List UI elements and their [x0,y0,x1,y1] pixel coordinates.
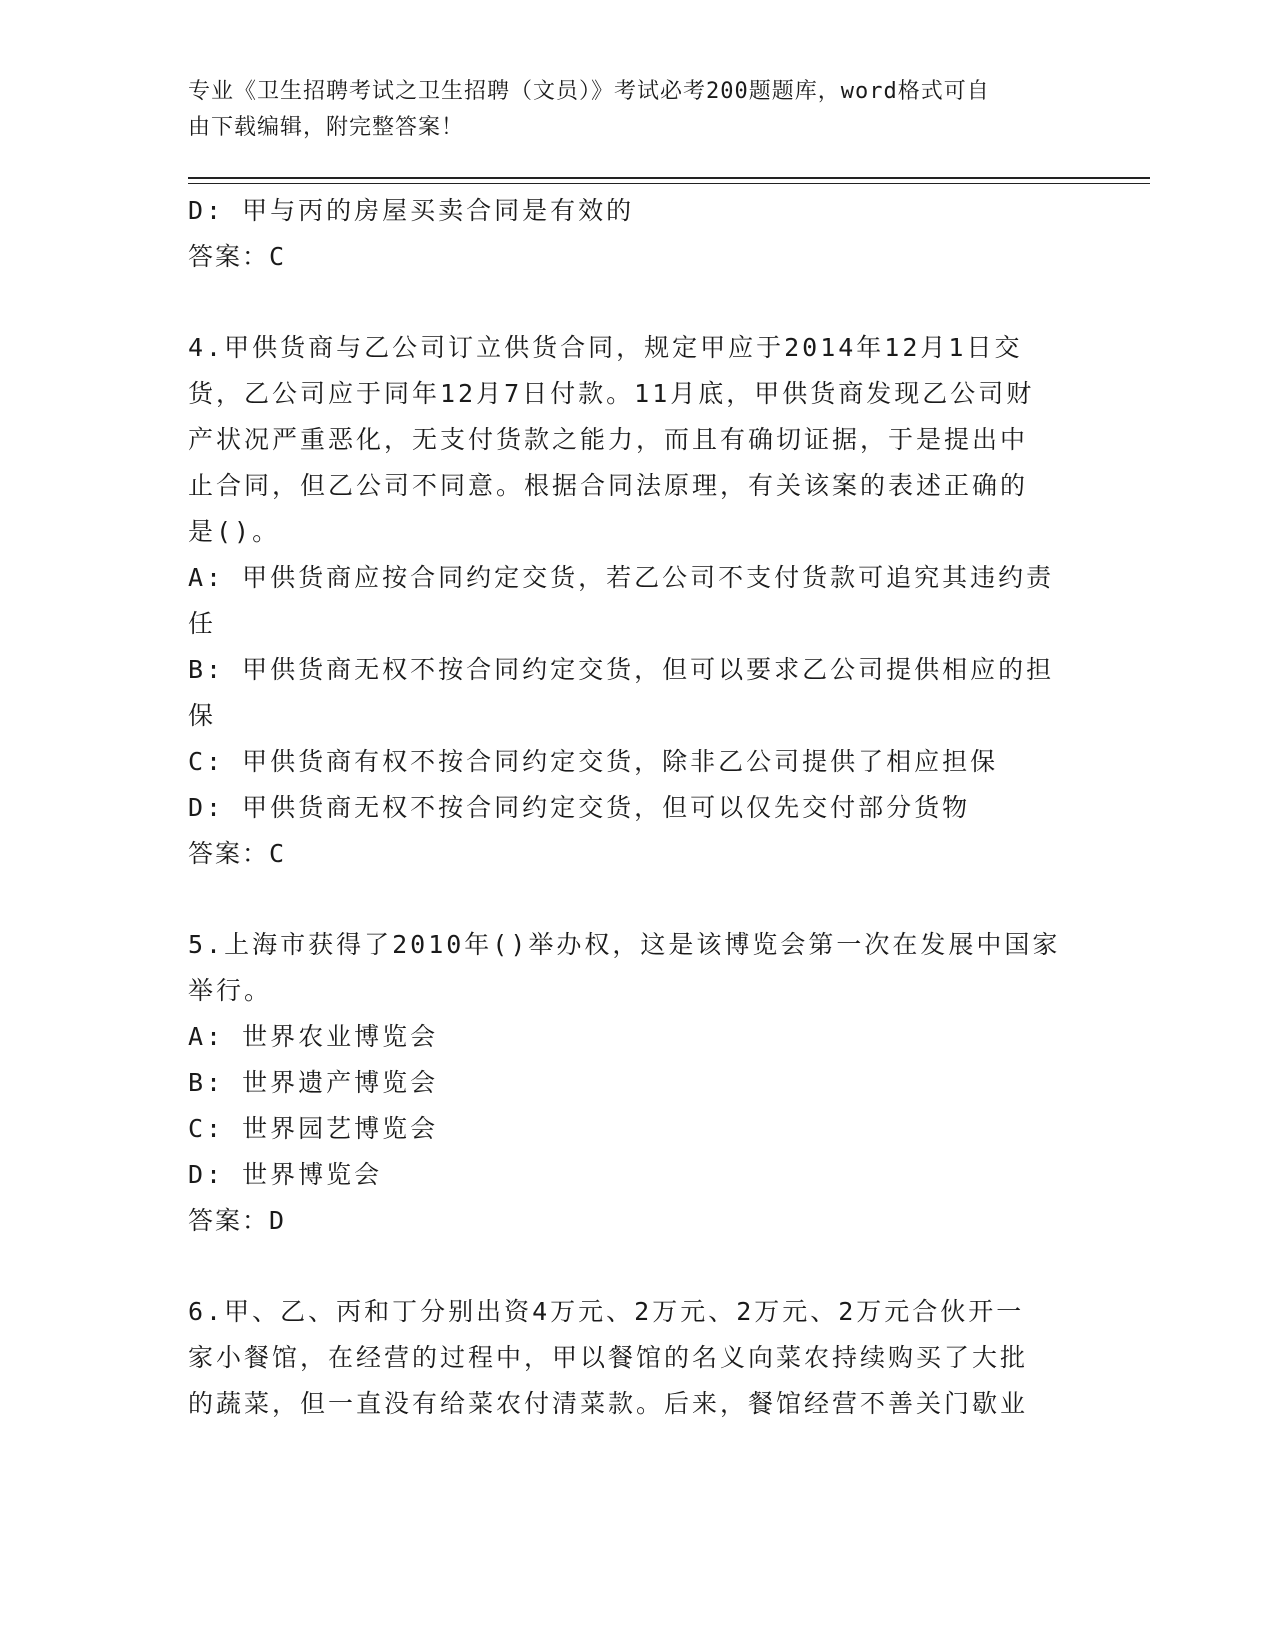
option-b: B: 甲供货商无权不按合同约定交货，但可以要求乙公司提供相应的担 [188,655,1055,684]
question-6 [188,1289,1078,1427]
spacer [188,1244,1078,1289]
option-d: D: 世界博览会 [188,1160,383,1189]
question-stem-line: 货，乙公司应于同年12月7日付款。11月底，甲供货商发现乙公司财 [188,379,1035,408]
spacer [188,280,1078,325]
question-stem-line: 止合同，但乙公司不同意。根据合同法原理，有关该案的表述正确的 [188,471,1029,500]
question-stem-line: 4.甲供货商与乙公司订立供货合同，规定甲应于2014年12月1日交 [188,333,1023,362]
option-d: D: 甲供货商无权不按合同约定交货，但可以仅先交付部分货物 [188,793,971,822]
option-a: A: 世界农业博览会 [188,1022,439,1051]
document-header [188,74,1068,146]
option-a-cont: 任 [188,609,217,638]
option-b: B: 世界遗产博览会 [188,1068,439,1097]
question-stem-line: 5.上海市获得了2010年()举办权，这是该博览会第一次在发展中国家 [188,930,1061,959]
question-stem-line: 产状况严重恶化，无支付货款之能力，而且有确切证据，于是提出中 [188,425,1029,454]
question-stem-line: 的蔬菜，但一直没有给菜农付清菜款。后来，餐馆经营不善关门歇业 [188,1389,1029,1418]
document-body [188,188,1078,1427]
answer: 答案：C [188,242,287,271]
question-stem-line: 是()。 [188,517,281,546]
question-stem-line: 6.甲、乙、丙和丁分别出资4万元、2万元、2万元、2万元合伙开一 [188,1297,1025,1326]
header-divider [188,177,1150,179]
header-title-line: 由下载编辑，附完整答案！ [188,115,465,140]
option-d: D: 甲与丙的房屋买卖合同是有效的 [188,196,635,225]
question-stem-line: 家小餐馆，在经营的过程中，甲以餐馆的名义向菜农持续购买了大批 [188,1343,1029,1372]
question-stem-line: 举行。 [188,976,273,1005]
answer: 答案：C [188,839,287,868]
header-divider-thin [188,183,1150,184]
answer: 答案：D [188,1206,287,1235]
spacer [188,877,1078,922]
option-a: A: 甲供货商应按合同约定交货，若乙公司不支付货款可追究其违约责 [188,563,1055,592]
question-4 [188,325,1078,877]
header-title-line: 专业《卫生招聘考试之卫生招聘（文员）》考试必考200题题库，word格式可自 [188,79,990,104]
previous-question-tail [188,188,1078,280]
question-5 [188,922,1078,1244]
option-b-cont: 保 [188,701,217,730]
option-c: C: 世界园艺博览会 [188,1114,439,1143]
option-c: C: 甲供货商有权不按合同约定交货，除非乙公司提供了相应担保 [188,747,999,776]
